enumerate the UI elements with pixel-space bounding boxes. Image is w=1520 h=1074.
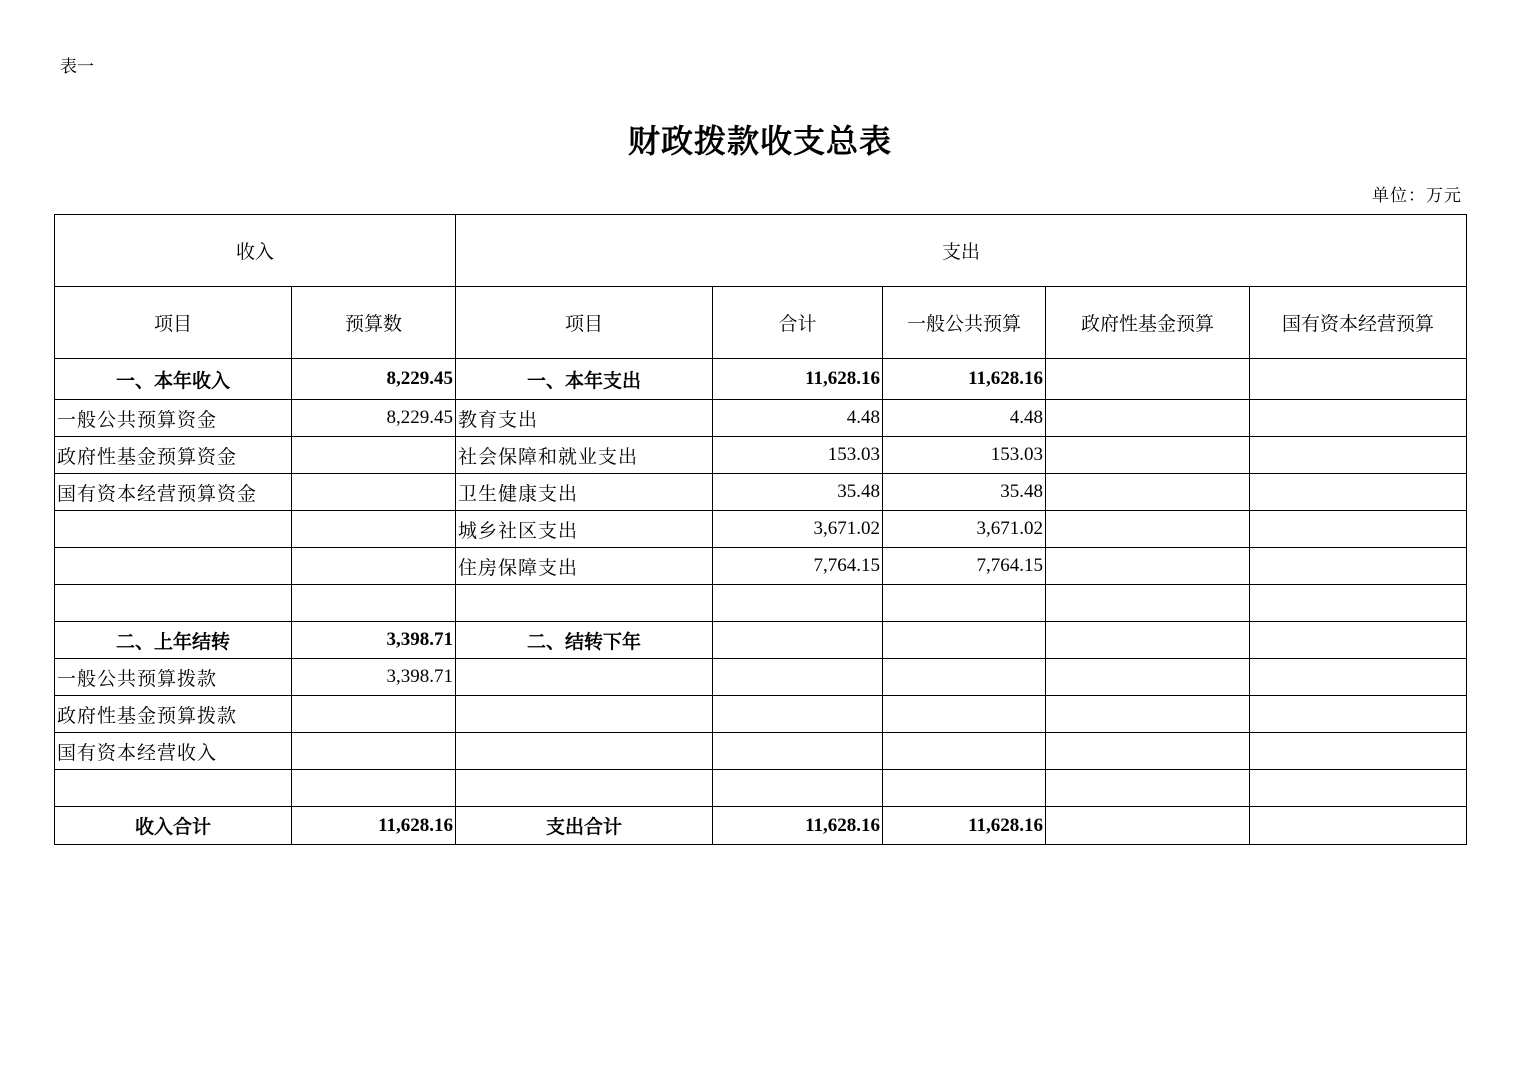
expense-general-total: 11,628.16	[883, 807, 1046, 845]
expense-state	[1250, 359, 1467, 400]
expense-total: 11,628.16	[713, 359, 883, 400]
general-budget-header: 一般公共预算	[883, 287, 1046, 359]
income-item	[55, 511, 292, 548]
page-title: 财政拨款收支总表	[627, 122, 892, 160]
expense-item: 城乡社区支出	[456, 511, 713, 548]
income-total-label: 收入合计	[55, 807, 292, 845]
expense-general: 11,628.16	[883, 359, 1046, 400]
table-row	[55, 548, 1467, 585]
table-number-label: 表一	[60, 57, 94, 77]
income-amount	[292, 733, 456, 770]
expense-fund	[1046, 437, 1250, 474]
income-item-header: 项目	[55, 287, 292, 359]
expense-total-label: 支出合计	[456, 807, 713, 845]
income-item: 政府性基金预算拨款	[55, 696, 292, 733]
income-total-amount: 11,628.16	[292, 807, 456, 845]
empty-cell	[883, 770, 1046, 807]
income-amount: 8,229.45	[292, 359, 456, 400]
income-item: 一、本年收入	[55, 359, 292, 400]
expense-total: 153.03	[713, 437, 883, 474]
expense-item: 教育支出	[456, 400, 713, 437]
income-item: 二、上年结转	[55, 622, 292, 659]
expense-total-amount: 11,628.16	[713, 807, 883, 845]
total-header: 合计	[713, 287, 883, 359]
income-item: 国有资本经营收入	[55, 733, 292, 770]
expense-state	[1250, 511, 1467, 548]
expense-state	[1250, 437, 1467, 474]
expense-general	[883, 659, 1046, 696]
income-amount	[292, 437, 456, 474]
expense-item	[456, 733, 713, 770]
table-row	[55, 511, 1467, 548]
budget-amount-header: 预算数	[292, 287, 456, 359]
empty-cell	[1046, 585, 1250, 622]
header-row-1	[55, 215, 1467, 287]
expense-item: 二、结转下年	[456, 622, 713, 659]
expense-general: 4.48	[883, 400, 1046, 437]
income-item: 国有资本经营预算资金	[55, 474, 292, 511]
table-row	[55, 474, 1467, 511]
empty-cell	[456, 585, 713, 622]
table-row-empty	[55, 585, 1467, 622]
expense-fund	[1046, 548, 1250, 585]
table-row	[55, 437, 1467, 474]
table-row	[55, 733, 1467, 770]
empty-cell	[713, 770, 883, 807]
expense-item: 一、本年支出	[456, 359, 713, 400]
expense-total	[713, 659, 883, 696]
empty-cell	[456, 770, 713, 807]
expense-state	[1250, 696, 1467, 733]
expense-fund	[1046, 400, 1250, 437]
expense-item	[456, 696, 713, 733]
expense-item: 社会保障和就业支出	[456, 437, 713, 474]
state-capital-header: 国有资本经营预算	[1250, 287, 1467, 359]
expense-general	[883, 622, 1046, 659]
empty-cell	[292, 770, 456, 807]
income-item: 一般公共预算拨款	[55, 659, 292, 696]
expense-state	[1250, 733, 1467, 770]
expense-total	[713, 622, 883, 659]
income-amount	[292, 474, 456, 511]
expense-fund	[1046, 659, 1250, 696]
table-row	[55, 696, 1467, 733]
income-item: 政府性基金预算资金	[55, 437, 292, 474]
expense-general: 7,764.15	[883, 548, 1046, 585]
empty-cell	[55, 770, 292, 807]
expense-item: 卫生健康支出	[456, 474, 713, 511]
income-amount: 3,398.71	[292, 659, 456, 696]
table-row	[55, 359, 1467, 400]
empty-cell	[1250, 585, 1467, 622]
expense-state	[1250, 400, 1467, 437]
expense-item	[456, 659, 713, 696]
expense-general: 153.03	[883, 437, 1046, 474]
expense-fund	[1046, 359, 1250, 400]
totals-row	[55, 807, 1467, 845]
expense-total: 3,671.02	[713, 511, 883, 548]
expense-state	[1250, 622, 1467, 659]
income-amount: 3,398.71	[292, 622, 456, 659]
expense-fund	[1046, 733, 1250, 770]
expense-general: 3,671.02	[883, 511, 1046, 548]
expense-fund	[1046, 511, 1250, 548]
expense-general: 35.48	[883, 474, 1046, 511]
expense-total: 4.48	[713, 400, 883, 437]
income-amount	[292, 548, 456, 585]
expense-total: 35.48	[713, 474, 883, 511]
expense-state	[1250, 548, 1467, 585]
expense-total	[713, 733, 883, 770]
unit-label: 单位：万元	[1372, 186, 1462, 206]
income-item	[55, 548, 292, 585]
empty-cell	[292, 585, 456, 622]
income-amount: 8,229.45	[292, 400, 456, 437]
expense-state	[1250, 474, 1467, 511]
income-header: 收入	[55, 215, 456, 287]
income-amount	[292, 696, 456, 733]
table-row	[55, 622, 1467, 659]
budget-summary-table	[54, 214, 1467, 845]
expense-fund	[1046, 696, 1250, 733]
empty-cell	[883, 585, 1046, 622]
income-item: 一般公共预算资金	[55, 400, 292, 437]
expense-fund	[1046, 622, 1250, 659]
income-amount	[292, 511, 456, 548]
table-row-empty	[55, 770, 1467, 807]
expense-fund	[1046, 474, 1250, 511]
expense-general	[883, 733, 1046, 770]
empty-cell	[55, 585, 292, 622]
empty-cell	[1250, 770, 1467, 807]
expense-state	[1250, 659, 1467, 696]
expense-total	[713, 696, 883, 733]
expense-total: 7,764.15	[713, 548, 883, 585]
expense-general	[883, 696, 1046, 733]
fund-budget-header: 政府性基金预算	[1046, 287, 1250, 359]
table-row	[55, 400, 1467, 437]
expense-header: 支出	[456, 215, 1467, 287]
empty-cell	[1046, 770, 1250, 807]
expense-state-total	[1250, 807, 1467, 845]
expense-item-header: 项目	[456, 287, 713, 359]
expense-item: 住房保障支出	[456, 548, 713, 585]
header-row-2	[55, 287, 1467, 359]
empty-cell	[713, 585, 883, 622]
expense-fund-total	[1046, 807, 1250, 845]
table-row	[55, 659, 1467, 696]
